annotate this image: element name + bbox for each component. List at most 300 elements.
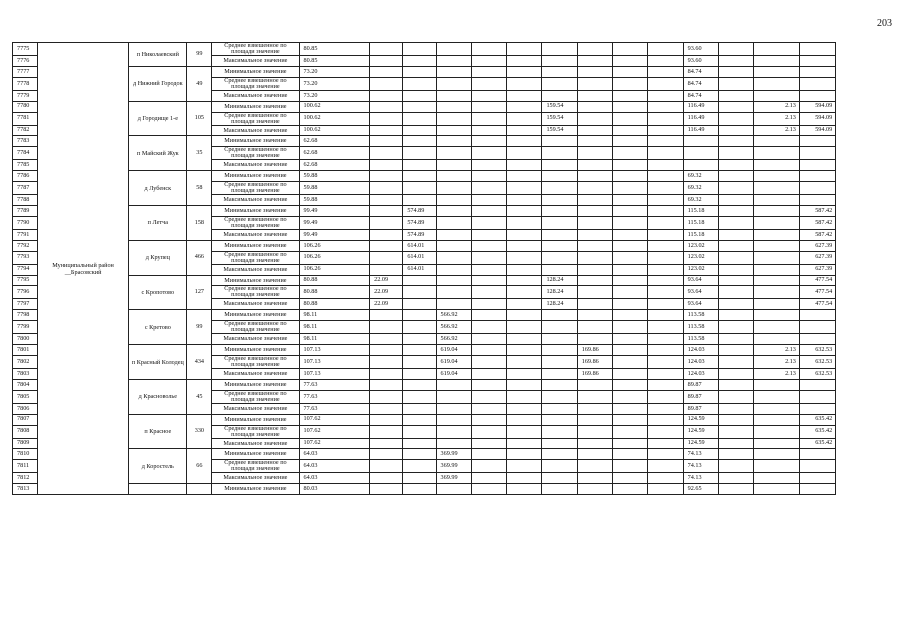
value-cell — [613, 66, 648, 77]
table-row — [13, 206, 882, 217]
value-cell — [718, 334, 753, 345]
value-cell — [718, 160, 753, 171]
value-cell — [507, 484, 542, 495]
value-cell — [648, 90, 683, 101]
row-number: 7805 — [13, 390, 38, 403]
value-cell — [754, 299, 800, 310]
value-cell — [754, 43, 800, 56]
value-cell — [370, 251, 403, 264]
value-cell: 619.04 — [436, 345, 471, 356]
value-cell — [648, 160, 683, 171]
value-cell: 2.13 — [754, 112, 800, 125]
value-cell — [507, 379, 542, 390]
value-cell — [577, 112, 612, 125]
value-cell — [507, 251, 542, 264]
value-cell: 635.42 — [799, 414, 835, 425]
value-cell — [718, 216, 753, 229]
indicator-label: Минимальное значение — [212, 449, 299, 460]
value-cell — [613, 390, 648, 403]
row-number: 7778 — [13, 77, 38, 90]
value-cell — [471, 101, 506, 112]
settlement-name: д Лубенск — [129, 171, 187, 206]
indicator-label: Максимальное значение — [212, 90, 299, 101]
value-cell — [507, 345, 542, 356]
value-cell — [436, 101, 471, 112]
value-cell: 93.64 — [683, 286, 718, 299]
value-cell — [542, 90, 577, 101]
row-number: 7800 — [13, 334, 38, 345]
value-cell — [799, 77, 835, 90]
value-cell: 115.18 — [683, 206, 718, 217]
value-cell: 73.20 — [299, 66, 370, 77]
value-cell — [718, 449, 753, 460]
value-cell — [718, 275, 753, 286]
row-number: 7784 — [13, 147, 38, 160]
row-number: 7807 — [13, 414, 38, 425]
value-cell: 128.24 — [542, 299, 577, 310]
value-cell — [683, 147, 718, 160]
value-cell — [613, 229, 648, 240]
settlement-name: д Нижний Городок — [129, 66, 187, 101]
indicator-label: Среднее взвешенное по площади значение — [212, 147, 299, 160]
value-cell: 98.11 — [299, 334, 370, 345]
value-cell — [718, 356, 753, 369]
settlement-name: д Коростель — [129, 449, 187, 484]
value-cell — [542, 171, 577, 182]
value-cell — [436, 56, 471, 67]
value-cell — [754, 414, 800, 425]
value-cell — [648, 473, 683, 484]
value-cell — [754, 264, 800, 275]
value-cell: 93.60 — [683, 56, 718, 67]
value-cell — [613, 345, 648, 356]
value-cell: 59.88 — [299, 171, 370, 182]
value-cell: 80.85 — [299, 56, 370, 67]
value-cell — [718, 195, 753, 206]
value-cell — [403, 414, 436, 425]
indicator-label: Среднее взвешенное по площади значение — [212, 356, 299, 369]
value-cell — [577, 275, 612, 286]
value-cell: 89.87 — [683, 379, 718, 390]
value-cell — [507, 101, 542, 112]
value-cell — [799, 334, 835, 345]
value-cell — [542, 414, 577, 425]
settlement-population: 99 — [187, 310, 212, 345]
value-cell — [436, 286, 471, 299]
value-cell — [718, 136, 753, 147]
value-cell — [577, 460, 612, 473]
value-cell: 566.92 — [436, 321, 471, 334]
value-cell — [648, 112, 683, 125]
value-cell: 69.32 — [683, 195, 718, 206]
value-cell — [370, 484, 403, 495]
value-cell — [436, 484, 471, 495]
value-cell — [718, 473, 753, 484]
value-cell — [403, 321, 436, 334]
value-cell — [577, 425, 612, 438]
table-row — [13, 275, 882, 286]
indicator-label: Минимальное значение — [212, 379, 299, 390]
settlement-population: 66 — [187, 449, 212, 484]
value-cell — [370, 77, 403, 90]
value-cell: 99.49 — [299, 229, 370, 240]
value-cell — [577, 195, 612, 206]
value-cell — [542, 182, 577, 195]
indicator-label: Среднее взвешенное по площади значение — [212, 425, 299, 438]
value-cell — [471, 299, 506, 310]
value-cell — [718, 379, 753, 390]
value-cell — [370, 403, 403, 414]
value-cell — [754, 171, 800, 182]
value-cell — [542, 473, 577, 484]
value-cell: 477.54 — [799, 299, 835, 310]
value-cell — [542, 438, 577, 449]
value-cell: 124.59 — [683, 438, 718, 449]
value-cell: 566.92 — [436, 334, 471, 345]
value-cell: 64.03 — [299, 473, 370, 484]
value-cell — [754, 182, 800, 195]
value-cell — [613, 369, 648, 380]
value-cell — [471, 195, 506, 206]
indicator-label: Среднее взвешенное по площади значение — [212, 77, 299, 90]
settlement-name: п Майский Жук — [129, 136, 187, 171]
value-cell — [799, 390, 835, 403]
value-cell — [648, 195, 683, 206]
value-cell — [613, 101, 648, 112]
value-cell — [471, 286, 506, 299]
value-cell — [613, 379, 648, 390]
value-cell — [370, 438, 403, 449]
value-cell — [754, 379, 800, 390]
row-number: 7796 — [13, 286, 38, 299]
settlement-population: 49 — [187, 66, 212, 101]
value-cell — [613, 438, 648, 449]
value-cell — [507, 334, 542, 345]
value-cell — [370, 43, 403, 56]
row-number: 7776 — [13, 56, 38, 67]
indicator-label: Максимальное значение — [212, 369, 299, 380]
value-cell — [436, 251, 471, 264]
settlement-name: п Николаевский — [129, 43, 187, 67]
value-cell: 107.62 — [299, 438, 370, 449]
value-cell — [471, 77, 506, 90]
value-cell — [370, 264, 403, 275]
indicator-label: Максимальное значение — [212, 334, 299, 345]
value-cell: 159.54 — [542, 112, 577, 125]
value-cell — [718, 484, 753, 495]
value-cell: 116.49 — [683, 112, 718, 125]
value-cell — [648, 414, 683, 425]
value-cell — [613, 264, 648, 275]
settlement-population: 466 — [187, 240, 212, 275]
value-cell: 77.63 — [299, 379, 370, 390]
value-cell — [542, 484, 577, 495]
value-cell — [718, 438, 753, 449]
value-cell — [613, 160, 648, 171]
value-cell: 80.88 — [299, 275, 370, 286]
table-body — [13, 43, 882, 495]
value-cell — [648, 251, 683, 264]
value-cell — [507, 171, 542, 182]
value-cell — [542, 66, 577, 77]
value-cell — [403, 473, 436, 484]
table-row — [13, 43, 882, 56]
value-cell — [648, 216, 683, 229]
value-cell: 169.86 — [577, 345, 612, 356]
value-cell — [436, 195, 471, 206]
value-cell — [471, 182, 506, 195]
value-cell — [436, 43, 471, 56]
value-cell — [507, 147, 542, 160]
value-cell: 169.86 — [577, 369, 612, 380]
indicator-label: Минимальное значение — [212, 275, 299, 286]
value-cell — [370, 334, 403, 345]
row-number: 7795 — [13, 275, 38, 286]
value-cell — [471, 206, 506, 217]
value-cell: 2.13 — [754, 356, 800, 369]
row-number: 7809 — [13, 438, 38, 449]
value-cell — [754, 206, 800, 217]
value-cell — [507, 229, 542, 240]
value-cell: 89.87 — [683, 390, 718, 403]
value-cell — [370, 90, 403, 101]
value-cell — [683, 136, 718, 147]
indicator-label: Минимальное значение — [212, 240, 299, 251]
value-cell — [613, 334, 648, 345]
value-cell — [436, 66, 471, 77]
value-cell: 594.09 — [799, 125, 835, 136]
value-cell — [754, 160, 800, 171]
value-cell — [436, 414, 471, 425]
settlement-population: 158 — [187, 206, 212, 241]
value-cell: 74.13 — [683, 473, 718, 484]
value-cell: 22.09 — [370, 299, 403, 310]
value-cell — [577, 66, 612, 77]
value-cell: 73.20 — [299, 77, 370, 90]
value-cell — [370, 125, 403, 136]
settlement-name: д Городище 1-е — [129, 101, 187, 136]
value-cell: 64.03 — [299, 449, 370, 460]
value-cell — [403, 112, 436, 125]
value-cell — [507, 66, 542, 77]
value-cell — [436, 216, 471, 229]
value-cell — [613, 171, 648, 182]
value-cell — [542, 425, 577, 438]
value-cell — [370, 414, 403, 425]
value-cell — [718, 90, 753, 101]
value-cell — [754, 251, 800, 264]
value-cell — [507, 438, 542, 449]
value-cell — [718, 66, 753, 77]
indicator-label: Максимальное значение — [212, 299, 299, 310]
value-cell: 124.03 — [683, 369, 718, 380]
value-cell — [613, 484, 648, 495]
value-cell — [542, 356, 577, 369]
value-cell: 115.18 — [683, 229, 718, 240]
value-cell — [507, 369, 542, 380]
value-cell — [471, 147, 506, 160]
value-cell — [648, 334, 683, 345]
row-number: 7787 — [13, 182, 38, 195]
value-cell — [507, 160, 542, 171]
value-cell — [370, 171, 403, 182]
value-cell: 80.88 — [299, 286, 370, 299]
value-cell — [403, 66, 436, 77]
value-cell — [613, 112, 648, 125]
value-cell: 627.39 — [799, 251, 835, 264]
indicator-label: Минимальное значение — [212, 414, 299, 425]
value-cell — [648, 147, 683, 160]
value-cell — [754, 195, 800, 206]
value-cell: 59.88 — [299, 182, 370, 195]
value-cell — [542, 136, 577, 147]
value-cell — [754, 460, 800, 473]
table-row — [13, 449, 882, 460]
value-cell — [577, 206, 612, 217]
indicator-label: Максимальное значение — [212, 56, 299, 67]
value-cell: 574.89 — [403, 206, 436, 217]
value-cell — [648, 43, 683, 56]
indicator-label: Минимальное значение — [212, 206, 299, 217]
value-cell — [403, 136, 436, 147]
value-cell — [471, 369, 506, 380]
value-cell — [754, 77, 800, 90]
value-cell: 124.03 — [683, 356, 718, 369]
value-cell: 369.99 — [436, 449, 471, 460]
value-cell — [754, 216, 800, 229]
table-row — [13, 66, 882, 77]
value-cell — [471, 171, 506, 182]
value-cell — [370, 460, 403, 473]
value-cell — [403, 195, 436, 206]
value-cell — [613, 206, 648, 217]
value-cell: 84.74 — [683, 66, 718, 77]
value-cell: 80.85 — [299, 43, 370, 56]
value-cell — [370, 240, 403, 251]
value-cell — [648, 56, 683, 67]
row-number: 7781 — [13, 112, 38, 125]
value-cell: 574.89 — [403, 229, 436, 240]
value-cell — [436, 77, 471, 90]
value-cell — [718, 182, 753, 195]
table-row — [13, 345, 882, 356]
value-cell: 116.49 — [683, 125, 718, 136]
row-number: 7779 — [13, 90, 38, 101]
indicator-label: Минимальное значение — [212, 171, 299, 182]
value-cell — [754, 136, 800, 147]
value-cell — [577, 77, 612, 90]
value-cell — [577, 240, 612, 251]
value-cell — [613, 43, 648, 56]
value-cell — [471, 403, 506, 414]
value-cell — [436, 240, 471, 251]
value-cell — [577, 229, 612, 240]
value-cell: 635.42 — [799, 438, 835, 449]
value-cell: 594.09 — [799, 101, 835, 112]
value-cell — [507, 356, 542, 369]
value-cell — [577, 379, 612, 390]
value-cell — [799, 182, 835, 195]
value-cell — [718, 56, 753, 67]
value-cell: 632.53 — [799, 369, 835, 380]
value-cell — [471, 473, 506, 484]
value-cell — [436, 403, 471, 414]
value-cell: 98.11 — [299, 310, 370, 321]
value-cell — [613, 286, 648, 299]
value-cell: 107.13 — [299, 345, 370, 356]
value-cell — [436, 390, 471, 403]
value-cell — [471, 43, 506, 56]
value-cell — [754, 438, 800, 449]
row-number: 7803 — [13, 369, 38, 380]
row-number: 7806 — [13, 403, 38, 414]
value-cell — [370, 449, 403, 460]
value-cell: 369.99 — [436, 473, 471, 484]
value-cell: 587.42 — [799, 229, 835, 240]
value-cell — [507, 310, 542, 321]
value-cell — [577, 334, 612, 345]
value-cell — [436, 264, 471, 275]
value-cell: 100.62 — [299, 101, 370, 112]
value-cell — [370, 195, 403, 206]
value-cell — [648, 403, 683, 414]
value-cell: 84.74 — [683, 90, 718, 101]
value-cell — [718, 321, 753, 334]
value-cell: 73.20 — [299, 90, 370, 101]
value-cell — [403, 449, 436, 460]
indicator-label: Среднее взвешенное по площади значение — [212, 321, 299, 334]
row-number: 7813 — [13, 484, 38, 495]
value-cell — [471, 66, 506, 77]
value-cell — [613, 147, 648, 160]
value-cell — [436, 206, 471, 217]
value-cell — [436, 275, 471, 286]
value-cell — [471, 321, 506, 334]
value-cell — [754, 147, 800, 160]
row-number: 7789 — [13, 206, 38, 217]
value-cell — [613, 414, 648, 425]
row-number: 7808 — [13, 425, 38, 438]
row-number: 7804 — [13, 379, 38, 390]
value-cell — [648, 264, 683, 275]
value-cell — [718, 310, 753, 321]
value-cell — [507, 206, 542, 217]
value-cell — [370, 379, 403, 390]
value-cell: 128.24 — [542, 275, 577, 286]
value-cell — [799, 321, 835, 334]
value-cell — [507, 195, 542, 206]
value-cell — [471, 449, 506, 460]
value-cell: 69.32 — [683, 182, 718, 195]
value-cell: 113.58 — [683, 321, 718, 334]
row-number: 7810 — [13, 449, 38, 460]
value-cell — [542, 390, 577, 403]
value-cell — [648, 390, 683, 403]
value-cell — [542, 77, 577, 90]
indicator-label: Максимальное значение — [212, 438, 299, 449]
value-cell — [718, 414, 753, 425]
indicator-label: Среднее взвешенное по площади значение — [212, 286, 299, 299]
value-cell — [471, 251, 506, 264]
value-cell — [403, 171, 436, 182]
indicator-label: Среднее взвешенное по площади значение — [212, 460, 299, 473]
value-cell: 107.62 — [299, 414, 370, 425]
value-cell: 124.59 — [683, 425, 718, 438]
value-cell — [718, 229, 753, 240]
table-row — [13, 310, 882, 321]
settlement-name — [129, 484, 187, 495]
value-cell: 106.26 — [299, 251, 370, 264]
